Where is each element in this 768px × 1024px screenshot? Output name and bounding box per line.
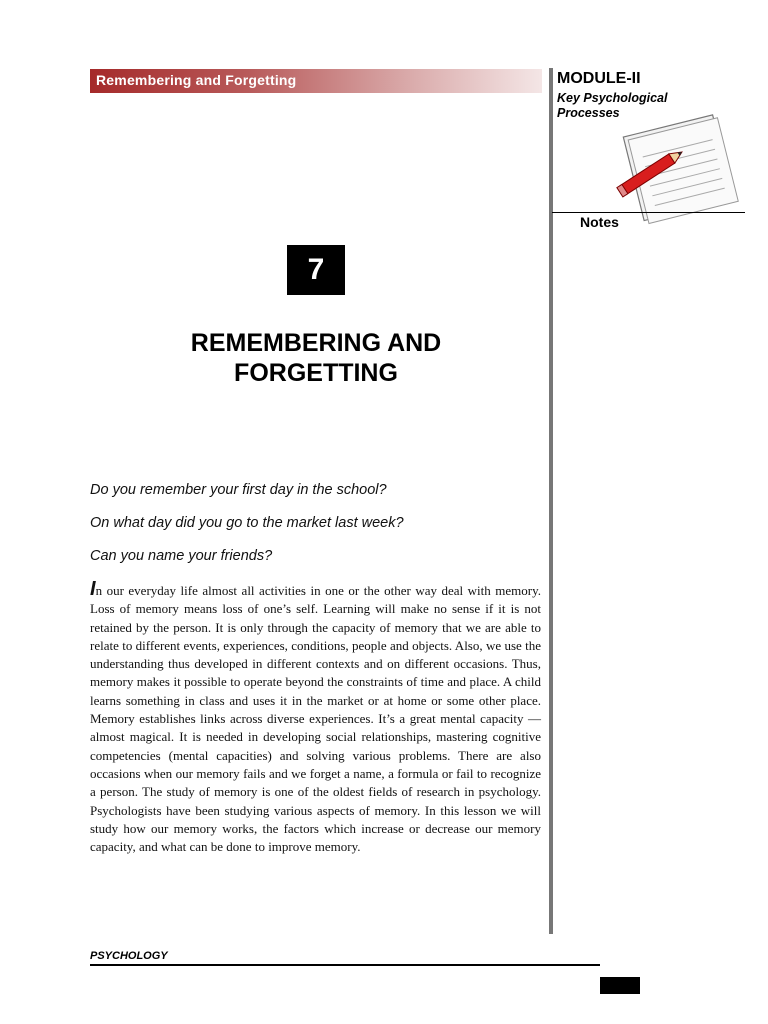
intro-question: On what day did you go to the market last week?	[90, 515, 404, 531]
intro-question: Do you remember your first day in the school?	[90, 482, 387, 498]
intro-question: Can you name your friends?	[90, 548, 273, 564]
module-subtitle-line1: Key Psychological	[557, 91, 668, 105]
margin-divider	[549, 68, 553, 934]
module-subtitle-line2: Processes	[557, 106, 620, 120]
footer-rule	[90, 964, 600, 966]
chapter-title-line2: FORGETTING	[234, 359, 398, 387]
notes-label: Notes	[580, 214, 619, 230]
chapter-title-line1: REMEMBERING AND	[190, 329, 442, 357]
running-header-title: Remembering and Forgetting	[96, 72, 297, 88]
module-label: MODULE-II	[557, 70, 641, 87]
footer-subject-label: PSYCHOLOGY	[90, 950, 168, 962]
chapter-title	[90, 328, 542, 388]
page-number-block	[600, 977, 640, 994]
drop-cap: I	[90, 578, 96, 600]
body-paragraph-text: n our everyday life almost all activities in one or the other way deal with memory. Loss of memory means loss of one’s self. Learning will make no sense if it is not retained by the person. It is only through the capacity of memory that we are able to relate to different events, experiences, conditions, people and objects. Also, we use the understanding thus developed in different contexts and on different occasions. Thus, memory makes it possible to operate beyond the constraints of time and place. A child learns something in class and uses it in the market or at home or some other place. Memory establishes links across diverse experiences. It’s a great mental capacity — almost magical. It is needed in developing social relationships, mastering cognitive competencies (mental capacities) and solving various problems. There are also occasions when our memory fails and we forget a name, a formula or fail to recognize a person. The study of memory is one of the oldest fields of research in psychology. Psychologists have been studying various aspects of memory. In this lesson we will study how our memory works, the factors which increase or decrease our memory capacity, and what can be done to improve memory.	[90, 583, 541, 855]
body-paragraph	[90, 578, 541, 856]
running-header-bar	[90, 69, 542, 93]
chapter-number: 7	[287, 245, 345, 295]
notepad-pencil-icon	[612, 114, 746, 226]
notes-divider	[552, 212, 745, 213]
